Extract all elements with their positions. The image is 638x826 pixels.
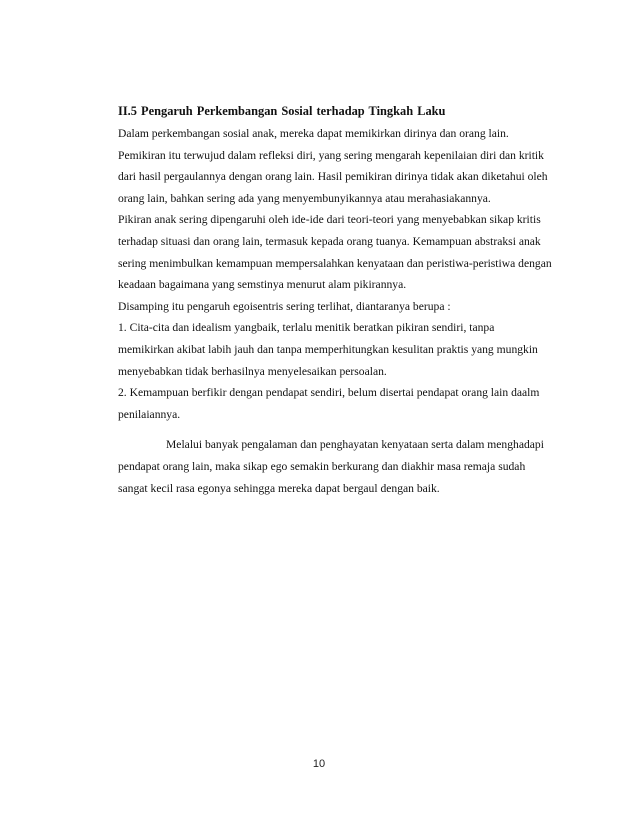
text-line: Dalam perkembangan sosial anak, mereka dapat memikirkan dirinya dan orang lain.	[118, 127, 509, 140]
paragraph-gap	[118, 425, 558, 434]
text-line: sangat kecil rasa egonya sehingga mereka dapat bergaul dengan baik.	[118, 481, 440, 495]
text-line: Pikiran anak sering dipengaruhi oleh ide-ide dari teori-teori yang menyebabkan sikap kritis	[118, 213, 541, 227]
text-line: orang lain, bahkan sering ada yang menyembunyikannya atau merahasiakannya.	[118, 191, 491, 205]
list-item-1-line: menyebabkan tidak berhasilnya menyelesaikan persoalan.	[118, 364, 387, 378]
page-number: 10	[312, 758, 326, 770]
page-content	[118, 100, 558, 499]
paragraph-block-1	[118, 123, 558, 425]
section-heading: II.5 Pengaruh Perkembangan Sosial terhadap Tingkah Laku	[118, 104, 446, 118]
text-line: sering menimbulkan kemampuan mempersalahkan kenyataan dan peristiwa-peristiwa dengan	[118, 256, 552, 270]
text-line: dari hasil pergaulannya dengan orang lain. Hasil pemikiran dirinya tidak akan diketahui oleh	[118, 170, 548, 184]
indented-first-line: Melalui banyak pengalaman dan penghayatan kenyataan serta dalam menghadapi	[166, 438, 544, 452]
list-item-1-line: 1. Cita-cita dan idealism yangbaik, terlalu menitik beratkan pikiran sendiri, tanpa	[118, 321, 495, 335]
text-line: pendapat orang lain, maka sikap ego semakin berkurang dan diakhir masa remaja sudah	[118, 459, 526, 473]
paragraph-block-2	[118, 434, 558, 499]
text-line: Pemikiran itu terwujud dalam refleksi diri, yang sering mengarah kepenilaian diri dan kritik	[118, 148, 544, 162]
list-item-2-line: penilaiannya.	[118, 407, 181, 421]
list-item-2-line: 2. Kemampuan berfikir dengan pendapat sendiri, belum disertai pendapat orang lain daalm	[118, 386, 540, 400]
list-item-1-line: memikirkan akibat labih jauh dan tanpa memperhitungkan kesulitan praktis yang mungkin	[118, 342, 538, 356]
text-line: terhadap situasi dan orang lain, termasuk kepada orang tuanya. Kemampuan abstraksi anak	[118, 234, 541, 248]
text-line: keadaan bagaimana yang semstinya menurut alam pikirannya.	[118, 278, 407, 292]
text-line: Disamping itu pengaruh egoisentris sering terlihat, diantaranya berupa :	[118, 299, 451, 313]
